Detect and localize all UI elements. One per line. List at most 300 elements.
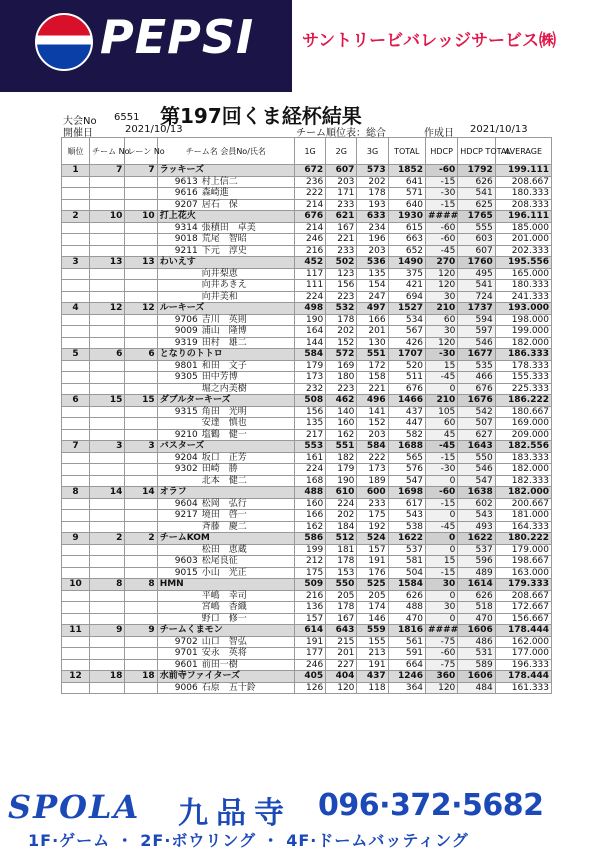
date-label: 開催日	[63, 128, 93, 139]
empty-cell	[90, 188, 125, 200]
lane-no: 2	[125, 533, 157, 545]
average: 196.111	[495, 211, 551, 223]
lane-no: 18	[125, 671, 157, 683]
member-name-cell	[157, 636, 294, 648]
member-name-cell	[157, 567, 294, 579]
game-1: 488	[295, 487, 326, 499]
page-title: 第197回くま経杯結果	[160, 104, 362, 128]
member-row	[62, 314, 552, 326]
empty-cell	[62, 648, 90, 660]
game-1: 160	[295, 498, 326, 510]
game-3: 174	[357, 602, 388, 614]
team-name: となりのトトロ	[157, 349, 294, 361]
empty-cell	[125, 510, 157, 522]
hdcp-total: 1737	[458, 303, 495, 315]
member-no: 9601	[174, 659, 198, 670]
created-label: 作成日	[424, 128, 454, 139]
average: 200.667	[495, 498, 551, 510]
member-name: 安達 慎也	[201, 418, 247, 429]
game-3: 191	[357, 556, 388, 568]
game-2: 179	[326, 464, 357, 476]
empty-cell	[62, 464, 90, 476]
hdcp-total: 546	[458, 337, 495, 349]
empty-cell	[125, 326, 157, 338]
empty-cell	[125, 222, 157, 234]
empty-cell	[125, 188, 157, 200]
hdcp-total: 1638	[458, 487, 495, 499]
empty-cell	[125, 475, 157, 487]
game-2: 227	[326, 659, 357, 671]
game-2: 156	[326, 280, 357, 292]
game-1: 222	[295, 188, 326, 200]
empty-cell	[125, 268, 157, 280]
member-name-cell	[157, 291, 294, 303]
empty-cell	[90, 682, 125, 694]
team-rank: 1	[62, 165, 90, 177]
member-row	[62, 682, 552, 694]
header-total: TOTAL	[388, 138, 425, 165]
total: 1852	[388, 165, 425, 177]
hdcp: ####	[426, 211, 458, 223]
member-name-cell	[157, 199, 294, 211]
average: 225.333	[495, 383, 551, 395]
header-hdcp-total: HDCP TOTAL	[458, 138, 495, 165]
average: 202.333	[495, 245, 551, 257]
average: 198.000	[495, 314, 551, 326]
member-name-cell	[157, 268, 294, 280]
game-3: 584	[357, 441, 388, 453]
game-2: 153	[326, 567, 357, 579]
game-2: 181	[326, 544, 357, 556]
game-3: 196	[357, 234, 388, 246]
empty-cell	[90, 291, 125, 303]
team-no: 7	[90, 165, 125, 177]
member-name-cell	[157, 337, 294, 349]
game-1: 224	[295, 291, 326, 303]
member-row	[62, 268, 552, 280]
total: 641	[388, 176, 425, 188]
hdcp-total: 1606	[458, 625, 495, 637]
hdcp: 30	[426, 291, 458, 303]
game-1: 161	[295, 452, 326, 464]
hdcp: 210	[426, 395, 458, 407]
hdcp-total: 1677	[458, 349, 495, 361]
hdcp-total: 507	[458, 418, 495, 430]
header-lane-no: レーン No	[125, 138, 157, 165]
hdcp-total: 1614	[458, 579, 495, 591]
empty-cell	[62, 383, 90, 395]
hdcp-total: 1760	[458, 257, 495, 269]
total: 421	[388, 280, 425, 292]
game-1: 232	[295, 383, 326, 395]
member-name-cell	[157, 659, 294, 671]
average: 163.000	[495, 567, 551, 579]
game-3: 173	[357, 464, 388, 476]
team-row	[62, 165, 552, 177]
total: 581	[388, 556, 425, 568]
member-no: 9701	[174, 648, 198, 659]
member-name: 向井梨恵	[201, 268, 238, 279]
average: 180.333	[495, 188, 551, 200]
game-3: 213	[357, 648, 388, 660]
phone-number: 096·372·5682	[318, 788, 544, 823]
member-name: 石原 五十鈴	[201, 682, 256, 693]
lane-no: 13	[125, 257, 157, 269]
game-3: 221	[357, 383, 388, 395]
lane-no: 12	[125, 303, 157, 315]
empty-cell	[125, 245, 157, 257]
game-3: 166	[357, 314, 388, 326]
member-row	[62, 498, 552, 510]
hdcp-total: 1622	[458, 533, 495, 545]
member-row	[62, 452, 552, 464]
hdcp: -60	[426, 165, 458, 177]
member-no: 9315	[174, 406, 198, 417]
member-name: 小山 光正	[201, 567, 247, 578]
member-name: 境田 啓一	[201, 510, 247, 521]
empty-cell	[125, 314, 157, 326]
member-name-cell	[157, 682, 294, 694]
total: 1707	[388, 349, 425, 361]
game-2: 643	[326, 625, 357, 637]
team-no: 15	[90, 395, 125, 407]
header-1g: 1G	[295, 138, 326, 165]
game-3: 205	[357, 590, 388, 602]
member-name: 角田 光明	[201, 406, 247, 417]
member-no: 9302	[174, 464, 198, 475]
empty-cell	[90, 613, 125, 625]
tournament-no: 6551	[114, 112, 140, 123]
empty-cell	[62, 199, 90, 211]
game-2: 512	[326, 533, 357, 545]
team-no: 9	[90, 625, 125, 637]
empty-cell	[90, 475, 125, 487]
hdcp-total: 493	[458, 521, 495, 533]
game-3: 201	[357, 326, 388, 338]
empty-cell	[90, 280, 125, 292]
game-2: 152	[326, 337, 357, 349]
total: 534	[388, 314, 425, 326]
empty-cell	[90, 544, 125, 556]
empty-cell	[90, 498, 125, 510]
total: 520	[388, 360, 425, 372]
team-no: 3	[90, 441, 125, 453]
member-row	[62, 590, 552, 602]
member-no: 9006	[174, 682, 198, 693]
total: 511	[388, 372, 425, 384]
empty-cell	[62, 602, 90, 614]
hdcp-total: 1643	[458, 441, 495, 453]
game-2: 190	[326, 475, 357, 487]
hdcp-total: 543	[458, 510, 495, 522]
total: 1584	[388, 579, 425, 591]
game-3: 437	[357, 671, 388, 683]
average: 178.444	[495, 625, 551, 637]
pepsi-globe-icon	[35, 13, 93, 71]
game-2: 180	[326, 372, 357, 384]
hdcp-total: 607	[458, 245, 495, 257]
hdcp-total: 597	[458, 326, 495, 338]
team-no: 10	[90, 211, 125, 223]
member-name-cell	[157, 280, 294, 292]
total: 576	[388, 464, 425, 476]
game-2: 182	[326, 452, 357, 464]
member-name: 坂口 正芳	[201, 452, 247, 463]
lane-no: 15	[125, 395, 157, 407]
game-3: 496	[357, 395, 388, 407]
average: 208.667	[495, 590, 551, 602]
hdcp: 120	[426, 682, 458, 694]
average: 162.000	[495, 636, 551, 648]
empty-cell	[125, 199, 157, 211]
game-2: 404	[326, 671, 357, 683]
hdcp: 0	[426, 475, 458, 487]
member-name-cell	[157, 222, 294, 234]
empty-cell	[62, 452, 90, 464]
hdcp: -15	[426, 176, 458, 188]
member-row	[62, 280, 552, 292]
hdcp: -75	[426, 636, 458, 648]
empty-cell	[62, 337, 90, 349]
game-1: 136	[295, 602, 326, 614]
game-2: 462	[326, 395, 357, 407]
empty-cell	[62, 475, 90, 487]
hdcp: 15	[426, 556, 458, 568]
game-3: 189	[357, 475, 388, 487]
empty-cell	[62, 567, 90, 579]
average: 172.667	[495, 602, 551, 614]
team-row	[62, 533, 552, 545]
header-3g: 3G	[357, 138, 388, 165]
empty-cell	[125, 464, 157, 476]
member-row	[62, 234, 552, 246]
hdcp-total: 625	[458, 199, 495, 211]
empty-cell	[125, 498, 157, 510]
empty-cell	[62, 280, 90, 292]
lane-no: 9	[125, 625, 157, 637]
empty-cell	[62, 556, 90, 568]
team-no: 13	[90, 257, 125, 269]
hdcp-total: 555	[458, 222, 495, 234]
empty-cell	[125, 602, 157, 614]
member-row	[62, 372, 552, 384]
total: 543	[388, 510, 425, 522]
game-1: 166	[295, 510, 326, 522]
empty-cell	[62, 222, 90, 234]
team-row	[62, 303, 552, 315]
game-1: 224	[295, 464, 326, 476]
game-2: 184	[326, 521, 357, 533]
total: 615	[388, 222, 425, 234]
hdcp: -60	[426, 648, 458, 660]
game-3: 135	[357, 268, 388, 280]
member-name: 村上信二	[201, 176, 238, 187]
game-1: 157	[295, 613, 326, 625]
game-2: 551	[326, 441, 357, 453]
empty-cell	[62, 268, 90, 280]
game-1: 586	[295, 533, 326, 545]
hdcp: -60	[426, 487, 458, 499]
team-no: 12	[90, 303, 125, 315]
game-1: 126	[295, 682, 326, 694]
hdcp: 105	[426, 406, 458, 418]
member-row	[62, 613, 552, 625]
game-2: 120	[326, 682, 357, 694]
game-3: 202	[357, 176, 388, 188]
hdcp: -15	[426, 199, 458, 211]
lane-no: 3	[125, 441, 157, 453]
game-3: 234	[357, 222, 388, 234]
total: 567	[388, 326, 425, 338]
member-row	[62, 360, 552, 372]
ranking-table-label: チーム順位表：総合	[296, 128, 386, 139]
total: 663	[388, 234, 425, 246]
member-row	[62, 659, 552, 671]
member-no: 9706	[174, 314, 198, 325]
spola-logo: SPOLA	[8, 788, 141, 826]
game-2: 215	[326, 636, 357, 648]
average: 179.333	[495, 579, 551, 591]
hdcp-total: 495	[458, 268, 495, 280]
member-no: 9211	[174, 245, 198, 256]
game-1: 214	[295, 222, 326, 234]
member-name: 松岡 弘行	[201, 498, 247, 509]
hdcp-total: 626	[458, 590, 495, 602]
hdcp: 30	[426, 326, 458, 338]
member-no: 9801	[174, 360, 198, 371]
average: 209.000	[495, 429, 551, 441]
member-no: 9314	[174, 222, 198, 233]
team-rank: 9	[62, 533, 90, 545]
empty-cell	[90, 360, 125, 372]
game-2: 233	[326, 199, 357, 211]
empty-cell	[125, 337, 157, 349]
member-name: 浦山 隆博	[201, 326, 247, 337]
team-no: 14	[90, 487, 125, 499]
tournament-no-label: 大会No	[63, 116, 97, 127]
team-name: チームくまモン	[157, 625, 294, 637]
game-2: 607	[326, 165, 357, 177]
game-3: 497	[357, 303, 388, 315]
game-1: 246	[295, 659, 326, 671]
hdcp: -30	[426, 464, 458, 476]
team-row	[62, 211, 552, 223]
hdcp: 15	[426, 360, 458, 372]
game-3: 233	[357, 498, 388, 510]
team-name: ラッキーズ	[157, 165, 294, 177]
member-no: 9018	[174, 234, 198, 245]
game-1: 179	[295, 360, 326, 372]
member-row	[62, 199, 552, 211]
empty-cell	[90, 602, 125, 614]
hdcp: 360	[426, 671, 458, 683]
hdcp: -30	[426, 349, 458, 361]
member-name: 斉藤 慶二	[201, 521, 247, 532]
lane-no: 14	[125, 487, 157, 499]
team-rank: 2	[62, 211, 90, 223]
empty-cell	[125, 590, 157, 602]
member-name: 前田一樹	[201, 659, 238, 670]
average: 208.333	[495, 199, 551, 211]
game-1: 212	[295, 556, 326, 568]
total: 652	[388, 245, 425, 257]
total: 537	[388, 544, 425, 556]
empty-cell	[62, 360, 90, 372]
empty-cell	[90, 648, 125, 660]
total: 1930	[388, 211, 425, 223]
average: 199.111	[495, 165, 551, 177]
total: 561	[388, 636, 425, 648]
empty-cell	[90, 464, 125, 476]
empty-cell	[62, 314, 90, 326]
game-2: 610	[326, 487, 357, 499]
member-name-cell	[157, 521, 294, 533]
game-3: 175	[357, 510, 388, 522]
game-1: 236	[295, 176, 326, 188]
total: 694	[388, 291, 425, 303]
created-date: 2021/10/13	[470, 124, 528, 135]
hdcp-total: 676	[458, 383, 495, 395]
team-name: ルーキーズ	[157, 303, 294, 315]
empty-cell	[90, 372, 125, 384]
game-1: 111	[295, 280, 326, 292]
member-name-cell	[157, 464, 294, 476]
game-1: 162	[295, 521, 326, 533]
empty-cell	[62, 418, 90, 430]
game-3: 152	[357, 418, 388, 430]
game-3: 154	[357, 280, 388, 292]
game-3: 141	[357, 406, 388, 418]
game-1: 216	[295, 245, 326, 257]
member-name-cell	[157, 372, 294, 384]
game-1: 498	[295, 303, 326, 315]
hdcp: -45	[426, 245, 458, 257]
game-1: 164	[295, 326, 326, 338]
game-1: 117	[295, 268, 326, 280]
game-2: 178	[326, 602, 357, 614]
average: 241.333	[495, 291, 551, 303]
hdcp: 60	[426, 418, 458, 430]
team-no: 6	[90, 349, 125, 361]
game-3: 633	[357, 211, 388, 223]
total: 640	[388, 199, 425, 211]
hdcp: 120	[426, 280, 458, 292]
hdcp-total: 602	[458, 498, 495, 510]
member-name: 野口 修一	[201, 613, 247, 624]
game-3: 130	[357, 337, 388, 349]
game-2: 221	[326, 234, 357, 246]
hdcp: -75	[426, 659, 458, 671]
empty-cell	[125, 176, 157, 188]
empty-cell	[62, 326, 90, 338]
empty-cell	[125, 234, 157, 246]
team-rank: 3	[62, 257, 90, 269]
member-no: 9616	[174, 188, 198, 199]
average: 186.222	[495, 395, 551, 407]
hdcp: 120	[426, 268, 458, 280]
empty-cell	[125, 556, 157, 568]
member-no: 9319	[174, 337, 198, 348]
member-name-cell	[157, 383, 294, 395]
empty-cell	[62, 636, 90, 648]
total: 591	[388, 648, 425, 660]
game-3: 146	[357, 613, 388, 625]
member-name: 吉川 英則	[201, 314, 247, 325]
empty-cell	[90, 429, 125, 441]
member-no: 9604	[174, 498, 198, 509]
game-3: 551	[357, 349, 388, 361]
hdcp-total: 1765	[458, 211, 495, 223]
